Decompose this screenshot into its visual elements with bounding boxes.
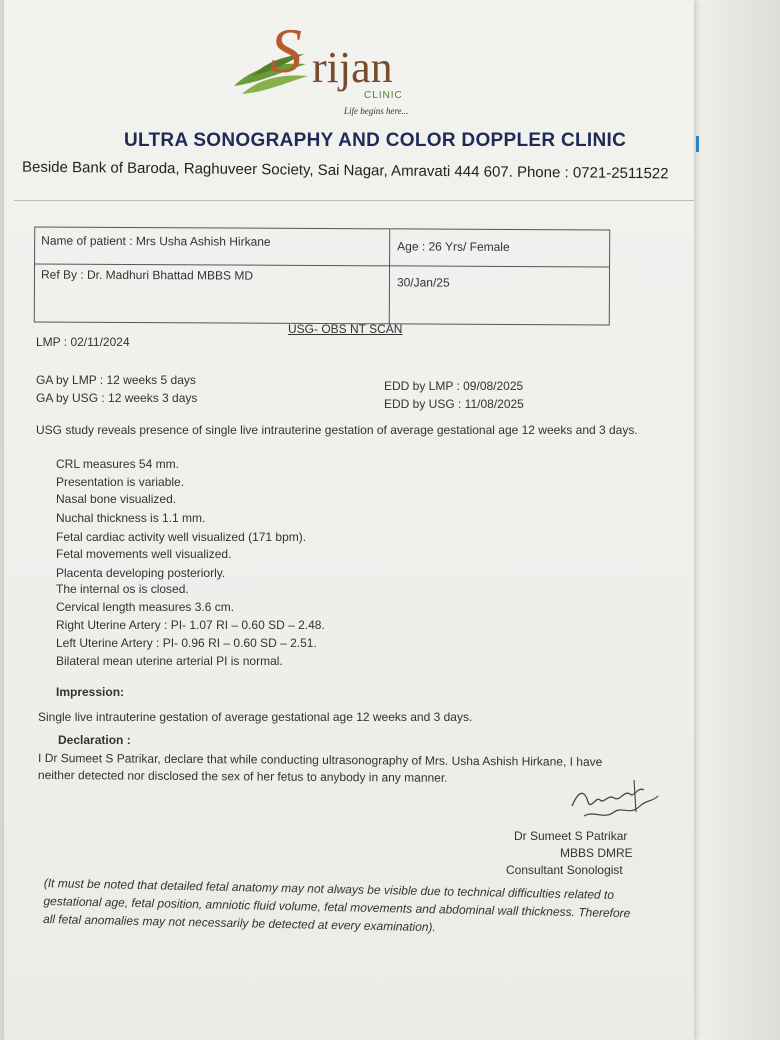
finding-item: Nasal bone visualized. xyxy=(56,492,177,506)
logo-initial: S xyxy=(270,15,302,86)
finding-item: Fetal cardiac activity well visualized (171 bpm). xyxy=(56,530,307,544)
finding-item: Cervical length measures 3.6 cm. xyxy=(56,600,235,614)
declaration-text: I Dr Sumeet S Patrikar, declare that while conducting ultrasonography of Mrs. Usha Ashish Hirkane, I have neither detected nor disclosed the sex of her fetus to anybody in any manner. xyxy=(37,750,603,785)
table-rule xyxy=(389,229,390,323)
ga-lmp: GA by LMP : 12 weeks 5 days xyxy=(36,373,196,387)
table-rule xyxy=(35,263,609,267)
patient-table xyxy=(34,226,610,325)
impression-label: Impression: xyxy=(56,685,125,699)
patient-age: Age : 26 Yrs/ Female xyxy=(397,239,510,254)
finding-item: Placenta developing posteriorly. xyxy=(56,566,226,580)
lmp: LMP : 02/11/2024 xyxy=(36,335,130,349)
finding-item: CRL measures 54 mm. xyxy=(56,457,179,471)
edd-usg: EDD by USG : 11/08/2025 xyxy=(384,397,524,411)
report-date: 30/Jan/25 xyxy=(396,275,450,290)
clinic-heading: ULTRA SONOGRAPHY AND COLOR DOPPLER CLINIC xyxy=(124,130,627,151)
edd-lmp: EDD by LMP : 09/08/2025 xyxy=(384,379,524,393)
finding-item: Bilateral mean uterine arterial PI is normal. xyxy=(56,654,283,668)
clinic-address: Beside Bank of Baroda, Raghuveer Society, Sai Nagar, Amravati 444 607. Phone : 0721-2511522 xyxy=(21,158,669,183)
finding-item: Left Uterine Artery : PI- 0.96 RI – 0.60 SD – 2.51. xyxy=(56,636,317,650)
blue-mark xyxy=(696,136,699,152)
logo-tagline: Life begins here... xyxy=(344,106,409,116)
impression-text: Single live intrauterine gestation of average gestational age 12 weeks and 3 days. xyxy=(38,710,473,724)
declaration-label: Declaration : xyxy=(58,733,131,747)
summary-text: USG study reveals presence of single live intrauterine gestation of average gestational age 12 weeks and 3 days. xyxy=(36,423,638,437)
finding-item: Right Uterine Artery : PI- 1.07 RI – 0.60 SD – 2.48. xyxy=(56,618,325,632)
finding-item: The internal os is closed. xyxy=(56,582,189,596)
ga-usg: GA by USG : 12 weeks 3 days xyxy=(36,391,198,405)
finding-item: Nuchal thickness is 1.1 mm. xyxy=(56,511,206,525)
patient-name: Name of patient : Mrs Usha Ashish Hirkane xyxy=(41,233,271,249)
disclaimer-text: (It must be noted that detailed fetal anatomy may not always be visible due to technical difficulties related to gestational age, fetal position, amniotic fluid volume, fetal movements and abdominal wall thickness. Therefore all fetal anomalies may not necessarily be detected at every examination). xyxy=(42,875,631,935)
doctor-role: Consultant Sonologist xyxy=(506,863,623,877)
finding-item: Presentation is variable. xyxy=(56,475,185,489)
report-title: USG- OBS NT SCAN xyxy=(288,322,403,336)
finding-item: Fetal movements well visualized. xyxy=(56,547,232,561)
clinic-logo xyxy=(232,15,432,123)
doctor-degree: MBBS DMRE xyxy=(560,846,633,860)
referring-doctor: Ref By : Dr. Madhuri Bhattad MBBS MD xyxy=(40,267,254,283)
divider xyxy=(14,200,694,201)
doctor-name: Dr Sumeet S Patrikar xyxy=(514,829,628,843)
signature-icon xyxy=(564,776,664,826)
logo-sub: CLINIC xyxy=(364,90,403,101)
report-sheet xyxy=(4,0,694,1040)
logo-word: rijan xyxy=(312,43,393,92)
